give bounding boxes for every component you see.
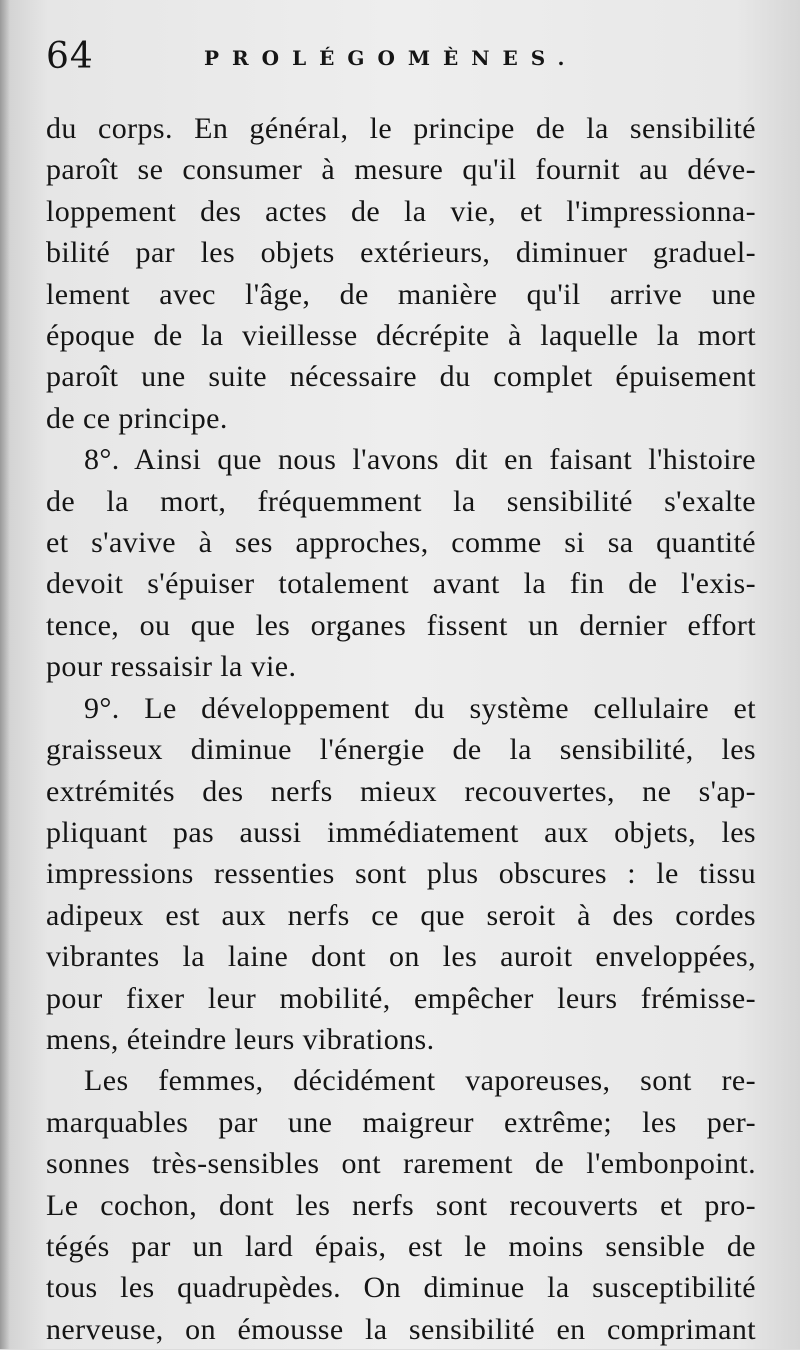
text-line: mens, éteindre leurs vibrations. (46, 1022, 435, 1056)
text-line: bilité par les objets extérieurs, diminuer graduel- (46, 236, 756, 270)
text-line: loppement des actes de la vie, et l'impressionna- (46, 194, 756, 228)
text-line: extrémités des nerfs mieux recouvertes, ne s'ap- (46, 774, 756, 808)
text-line: devoit s'épuiser totalement avant la fin de l'exis- (46, 567, 756, 601)
text-line: graisseux diminue l'énergie de la sensibilité, les (46, 733, 756, 767)
paragraph-3 (46, 688, 756, 1061)
text-line: et s'avive à ses approches, comme si sa quantité (46, 526, 756, 560)
text-line: pour fixer leur mobilité, empêcher leurs frémisse- (46, 981, 756, 1015)
paragraph-1 (46, 108, 756, 439)
text-line: tence, ou que les organes fissent un dernier effort (46, 608, 756, 642)
text-line: 8°. Ainsi que nous l'avons dit en faisant l'histoire (84, 443, 756, 477)
text-line: du corps. En général, le principe de la sensibilité (46, 112, 756, 145)
text-line: pliquant pas aussi immédiatement aux objets, les (46, 815, 756, 849)
text-line: tégés par un lard épais, est le moins sensible de (46, 1229, 756, 1263)
text-line: sonnes très-sensibles ont rarement de l'embonpoint. (46, 1147, 756, 1181)
paragraph-2 (46, 439, 756, 687)
text-line: vibrantes la laine dont on les auroit enveloppées, (46, 940, 756, 974)
text-line: marquables par une maigreur extrême; les per- (46, 1105, 756, 1139)
text-line: tous les quadrupèdes. On diminue la susceptibilité (46, 1271, 756, 1305)
text-line: paroît se consumer à mesure qu'il fournit au déve- (46, 153, 756, 187)
text-line: 9°. Le développement du système cellulaire et (84, 691, 756, 725)
text-line: adipeux est aux nerfs ce que seroit à des cordes (46, 898, 756, 932)
text-line: paroît une suite nécessaire du complet épuisement (46, 360, 756, 394)
text-line: de la mort, fréquemment la sensibilité s'exalte (46, 484, 756, 518)
text-line: Les femmes, décidément vaporeuses, sont re- (84, 1064, 756, 1098)
text-line: pour ressaisir la vie. (46, 650, 297, 684)
page-number: 64 (46, 36, 94, 77)
text-line: impressions ressenties sont plus obscures : le tissu (46, 857, 756, 891)
running-head: PROLÉGOMÈNES. (204, 46, 578, 70)
page-header (46, 30, 756, 82)
paragraph-4 (46, 1060, 756, 1350)
text-line: époque de la vieillesse décrépite à laquelle la mort (46, 319, 756, 353)
body-text (46, 108, 756, 1350)
text-line: nerveuse, on émousse la sensibilité en comprimant (46, 1312, 756, 1346)
text-line: de ce principe. (46, 401, 228, 435)
text-line: lement avec l'âge, de manière qu'il arrive une (46, 277, 756, 311)
text-line: Le cochon, dont les nerfs sont recouverts et pro- (46, 1188, 756, 1222)
